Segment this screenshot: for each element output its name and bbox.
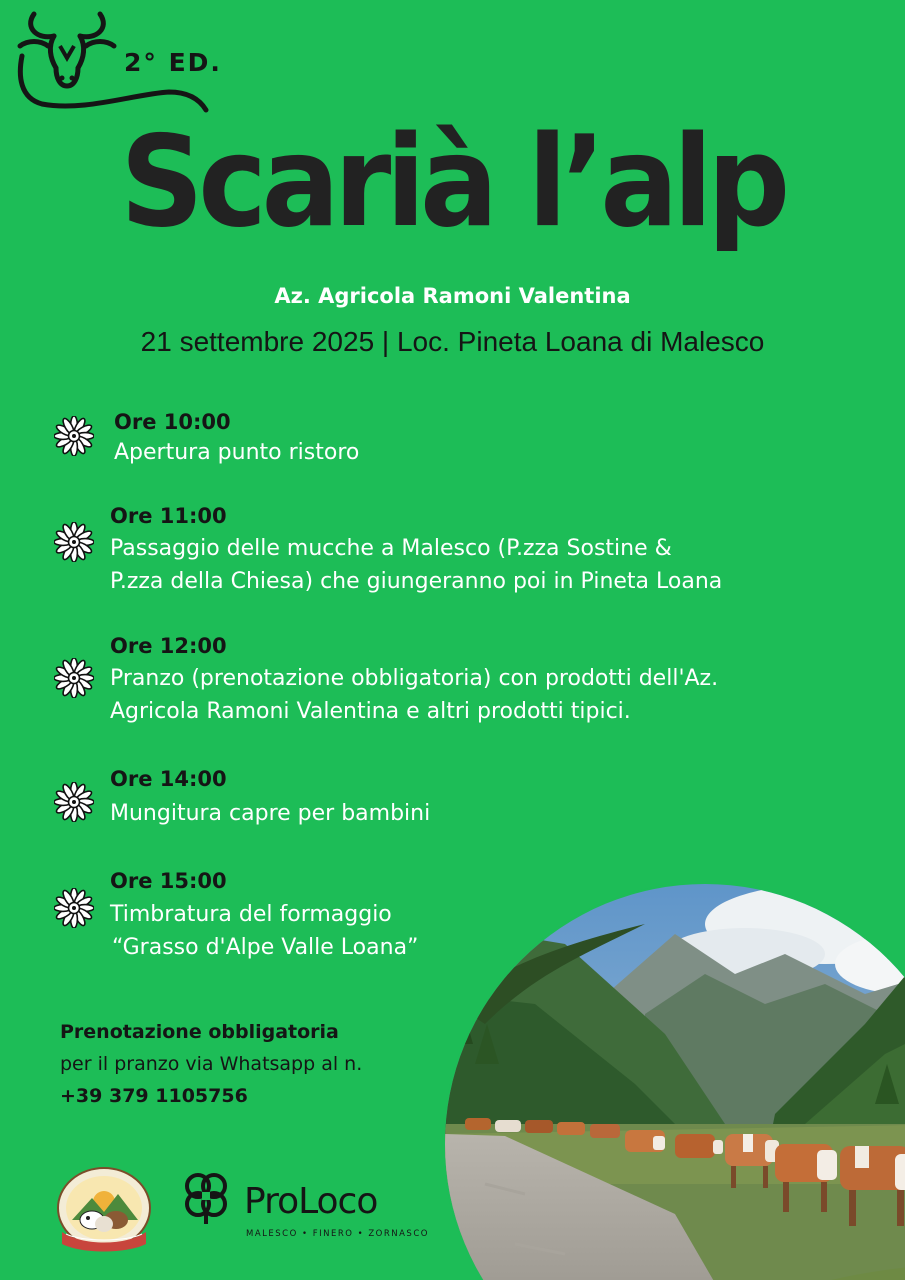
cows-valley-photo [445,884,905,1280]
booking-line: per il pranzo via Whatsapp al n. [60,1053,363,1075]
date-place: 21 settembre 2025 | Loc. Pineta Loana di Malesco [140,326,765,357]
event-line: Agricola Ramoni Valentina e altri prodotti tipici. [110,699,631,724]
event-time: Ore 15:00 [110,869,227,893]
page-title: Scarià l’alp [120,108,785,255]
booking-title: Prenotazione obbligatoria [60,1021,339,1043]
event-line: Timbratura del formaggio [110,902,392,927]
edition-label: 2° ED. [124,48,222,77]
daisy-icon [54,658,94,698]
event-line: “Grasso d'Alpe Valle Loana” [112,935,419,960]
event-description [110,797,430,830]
phone-number[interactable]: +39 379 1105756 [60,1085,248,1107]
event-time: Ore 14:00 [110,767,227,791]
event-line: Passaggio delle mucche a Malesco (P.zza Sostine & [110,536,672,561]
proloco-name: ProLoco [244,1181,378,1222]
farm-logo [52,1162,156,1254]
farm-name: Az. Agricola Ramoni Valentina [274,284,631,308]
daisy-icon [54,522,94,562]
event-description [110,898,418,964]
event-description [110,532,722,598]
proloco-clover-icon [178,1170,234,1226]
event-time: Ore 11:00 [110,504,227,528]
event-time: Ore 10:00 [114,410,231,434]
event-description [110,662,718,728]
daisy-icon [54,416,94,456]
event-line: Mungitura capre per bambini [110,801,431,826]
proloco-subtitle: MALESCO • FINERO • ZORNASCO [246,1229,429,1239]
event-line: Pranzo (prenotazione obbligatoria) con prodotti dell'Az. [110,666,719,691]
event-description [114,436,359,469]
event-line: Apertura punto ristoro [114,440,360,465]
event-line: P.zza della Chiesa) che giungeranno poi in Pineta Loana [110,569,723,594]
booking-info [60,1016,362,1112]
daisy-icon [54,888,94,928]
daisy-icon [54,782,94,822]
event-time: Ore 12:00 [110,634,227,658]
